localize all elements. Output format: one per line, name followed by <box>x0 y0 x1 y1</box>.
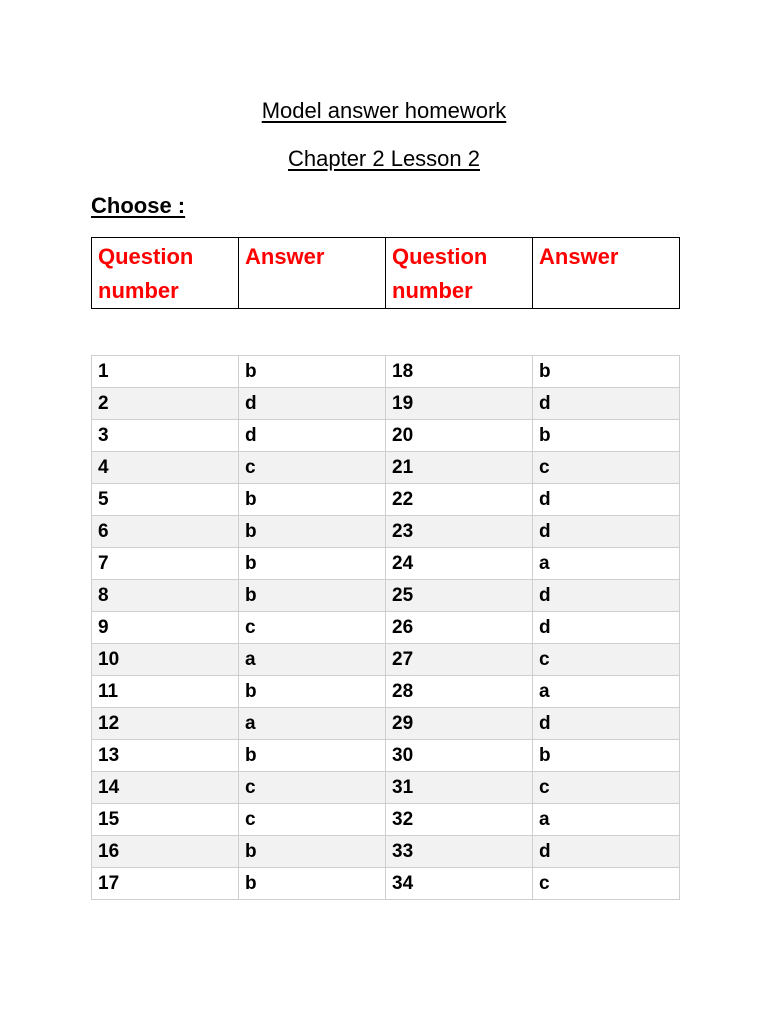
question-number-cell: 1 <box>92 356 239 388</box>
question-number-cell: 34 <box>386 868 533 900</box>
table-row <box>92 580 680 612</box>
answer-cell: b <box>239 548 386 580</box>
question-number-cell: 14 <box>92 772 239 804</box>
answer-cell: d <box>533 516 680 548</box>
question-number-cell: 23 <box>386 516 533 548</box>
question-number-cell: 18 <box>386 356 533 388</box>
table-row <box>92 420 680 452</box>
answer-cell: b <box>239 676 386 708</box>
question-number-cell: 25 <box>386 580 533 612</box>
question-number-cell: 27 <box>386 644 533 676</box>
answer-cell: d <box>533 612 680 644</box>
question-number-cell: 2 <box>92 388 239 420</box>
question-number-cell: 24 <box>386 548 533 580</box>
question-number-cell: 26 <box>386 612 533 644</box>
table-row <box>92 388 680 420</box>
table-row <box>92 548 680 580</box>
answer-cell: a <box>533 804 680 836</box>
page-subtitle: Chapter 2 Lesson 2 <box>287 146 481 171</box>
answer-cell: a <box>533 676 680 708</box>
answer-cell: b <box>239 580 386 612</box>
answer-cell: b <box>239 868 386 900</box>
question-number-cell: 15 <box>92 804 239 836</box>
question-number-cell: 8 <box>92 580 239 612</box>
answer-cell: d <box>533 580 680 612</box>
answer-cell: c <box>533 644 680 676</box>
table-row <box>92 868 680 900</box>
question-number-cell: 28 <box>386 676 533 708</box>
question-number-cell: 32 <box>386 804 533 836</box>
answer-cell: b <box>533 740 680 772</box>
answer-cell: b <box>533 356 680 388</box>
header-row <box>92 238 680 309</box>
table-row <box>92 452 680 484</box>
question-number-cell: 22 <box>386 484 533 516</box>
question-number-cell: 12 <box>92 708 239 740</box>
answer-cell: d <box>533 388 680 420</box>
table-row <box>92 356 680 388</box>
question-number-cell: 3 <box>92 420 239 452</box>
question-number-cell: 31 <box>386 772 533 804</box>
question-number-cell: 20 <box>386 420 533 452</box>
answer-cell: b <box>239 356 386 388</box>
question-number-cell: 9 <box>92 612 239 644</box>
answer-cell: d <box>239 420 386 452</box>
question-number-cell: 21 <box>386 452 533 484</box>
section-label: Choose : <box>91 193 186 218</box>
answer-cell: a <box>533 548 680 580</box>
table-row <box>92 644 680 676</box>
answer-cell: c <box>533 452 680 484</box>
table-row <box>92 676 680 708</box>
page-title: Model answer homework <box>261 98 507 123</box>
answer-cell: c <box>533 772 680 804</box>
question-number-cell: 33 <box>386 836 533 868</box>
answer-cell: d <box>533 484 680 516</box>
table-row <box>92 484 680 516</box>
question-number-cell: 17 <box>92 868 239 900</box>
question-number-cell: 11 <box>92 676 239 708</box>
question-number-cell: 16 <box>92 836 239 868</box>
answer-cell: c <box>533 868 680 900</box>
table-row <box>92 740 680 772</box>
question-number-cell: 6 <box>92 516 239 548</box>
header-answer-1: Answer <box>239 238 386 309</box>
question-number-cell: 29 <box>386 708 533 740</box>
table-row <box>92 772 680 804</box>
answer-cell: c <box>239 612 386 644</box>
answer-cell: c <box>239 452 386 484</box>
header-question-number-1: Question number <box>92 238 239 309</box>
answer-cell: d <box>533 708 680 740</box>
answer-cell: b <box>239 836 386 868</box>
question-number-cell: 5 <box>92 484 239 516</box>
answer-cell: d <box>239 388 386 420</box>
question-number-cell: 10 <box>92 644 239 676</box>
answer-cell: b <box>239 740 386 772</box>
question-number-cell: 13 <box>92 740 239 772</box>
answer-cell: b <box>239 484 386 516</box>
answer-cell: a <box>239 644 386 676</box>
table-row <box>92 836 680 868</box>
answer-cell: c <box>239 772 386 804</box>
question-number-cell: 30 <box>386 740 533 772</box>
table-row <box>92 516 680 548</box>
answer-cell: c <box>239 804 386 836</box>
answer-cell: a <box>239 708 386 740</box>
question-number-cell: 19 <box>386 388 533 420</box>
table-row <box>92 612 680 644</box>
answer-cell: d <box>533 836 680 868</box>
answers-table <box>91 355 680 900</box>
header-question-number-2: Question number <box>386 238 533 309</box>
table-row <box>92 804 680 836</box>
answer-cell: b <box>533 420 680 452</box>
table-row <box>92 708 680 740</box>
header-answer-2: Answer <box>533 238 680 309</box>
question-number-cell: 7 <box>92 548 239 580</box>
header-table <box>91 237 680 309</box>
answer-cell: b <box>239 516 386 548</box>
question-number-cell: 4 <box>92 452 239 484</box>
